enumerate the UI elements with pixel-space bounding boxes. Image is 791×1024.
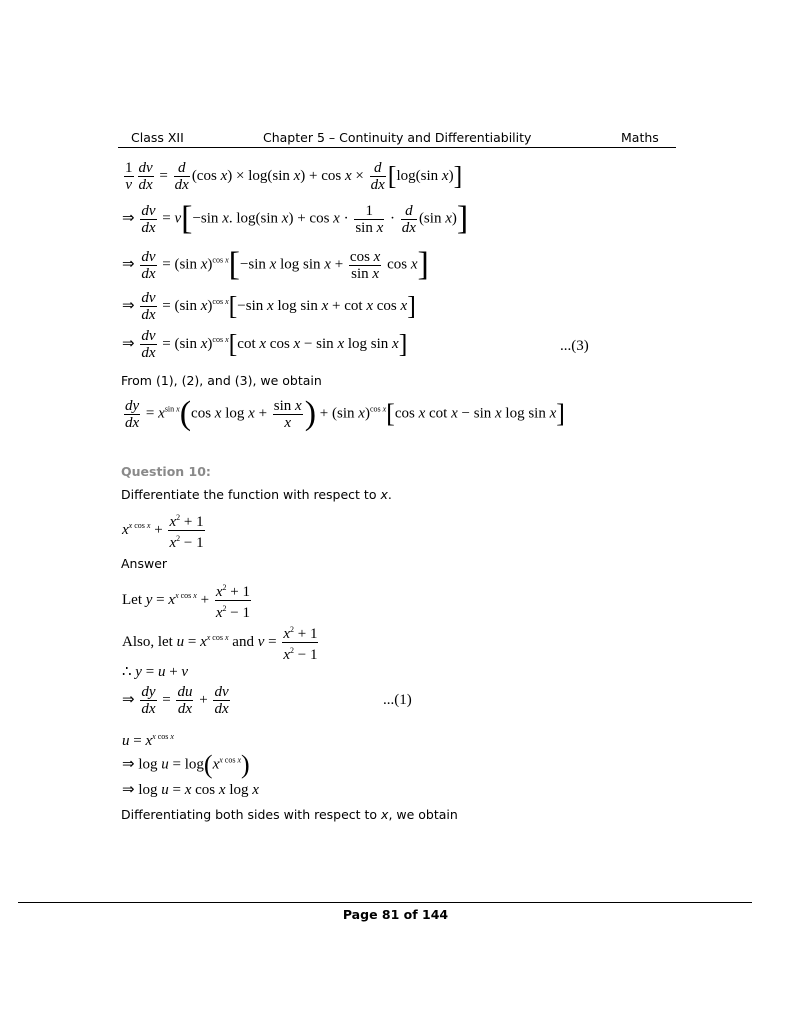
footer-divider [18,902,752,903]
header-chapter: Chapter 5 – Continuity and Differentiability [263,130,532,145]
answer-line-6: ⇒ $\log u = \log(x^{x cos x})$ [122,750,250,779]
math-line-2: ⇒ $\frac{dv}{dx}$ = v[−sin x. log(sin x) + cos x · $\frac{1}{\text{sin x}}$ · $\frac{d}{dx}$ (sin x)] [122,200,469,237]
math-line-1: $\frac{1}{v}$ $\frac{dv}{dx}$ = $\frac{d}{dx}$ (cos x) × log(sin x) + cos x × $\frac{d}{dx}$ [log(sin x)] [125,160,463,193]
question-expression: $x^{x cos x}$ + $\frac{x^2 + 1}{x^2 - 1}$ [122,510,207,551]
differentiating-text [121,807,458,822]
answer-line-4: ⇒ $\frac{dy}{dx}$ = $\frac{du}{dx}$ + $\frac{dv}{dx}$ [122,684,229,717]
answer-line-2: Also, let $u = x^{x cos x}$ and v = $\frac{x^2 + 1}{x^2 - 1}$ [122,622,320,663]
math-line-3: ⇒ $\frac{dv}{dx}$ = (sin x)$^{cos x}$[−sin x log sin x + $\frac{\text{cos x}}{\text{sin x}}$ cos x] [122,246,429,283]
answer-line-3: ∴ y = u + v [122,664,189,680]
question-text-prefix: Differentiate the function with respect to [121,487,381,502]
diff-text-suffix: , we obtain [388,807,458,822]
math-line-4: ⇒ $\frac{dv}{dx}$ = (sin x)$^{cos x}$[−sin x log sin x + cot x cos x] [122,290,416,323]
from-text: From (1), (2), and (3), we obtain [121,373,322,388]
equation-label-1: ...(1) [383,692,412,708]
question-heading: Question 10: [121,464,211,479]
equation-label-3: ...(3) [560,338,589,354]
question-text [121,487,392,502]
answer-label: Answer [121,556,168,571]
header-subject: Maths [621,130,659,145]
answer-line-5: $u = x^{x cos x}$ [122,732,174,749]
header-divider [118,147,676,148]
answer-line-1: Let $y = x^{x cos x}$ + $\frac{x^2 + 1}{x^2 - 1}$ [122,580,253,621]
math-line-5: ⇒ $\frac{dv}{dx}$ = (sin x)$^{cos x}$[cot x cos x − sin x log sin x] [122,328,408,361]
question-text-suffix: . [387,487,392,502]
question-variable: x [380,487,388,502]
math-result-line: $\frac{dy}{dx}$ = $x^{sin x}(\cos$ x log x + $\frac{\text{sin x}}{x}$ ) + (sin x)$^{cos x}$[cos x cot x − sin x log sin x] [125,395,565,432]
diff-text-prefix: Differentiating both sides with respect to [121,807,382,822]
page-number: Page 81 of 144 [342,907,449,922]
diff-variable: x [381,807,389,822]
header-class: Class XII [131,130,184,145]
answer-line-7: ⇒ log u = x cos x log x [122,782,259,798]
